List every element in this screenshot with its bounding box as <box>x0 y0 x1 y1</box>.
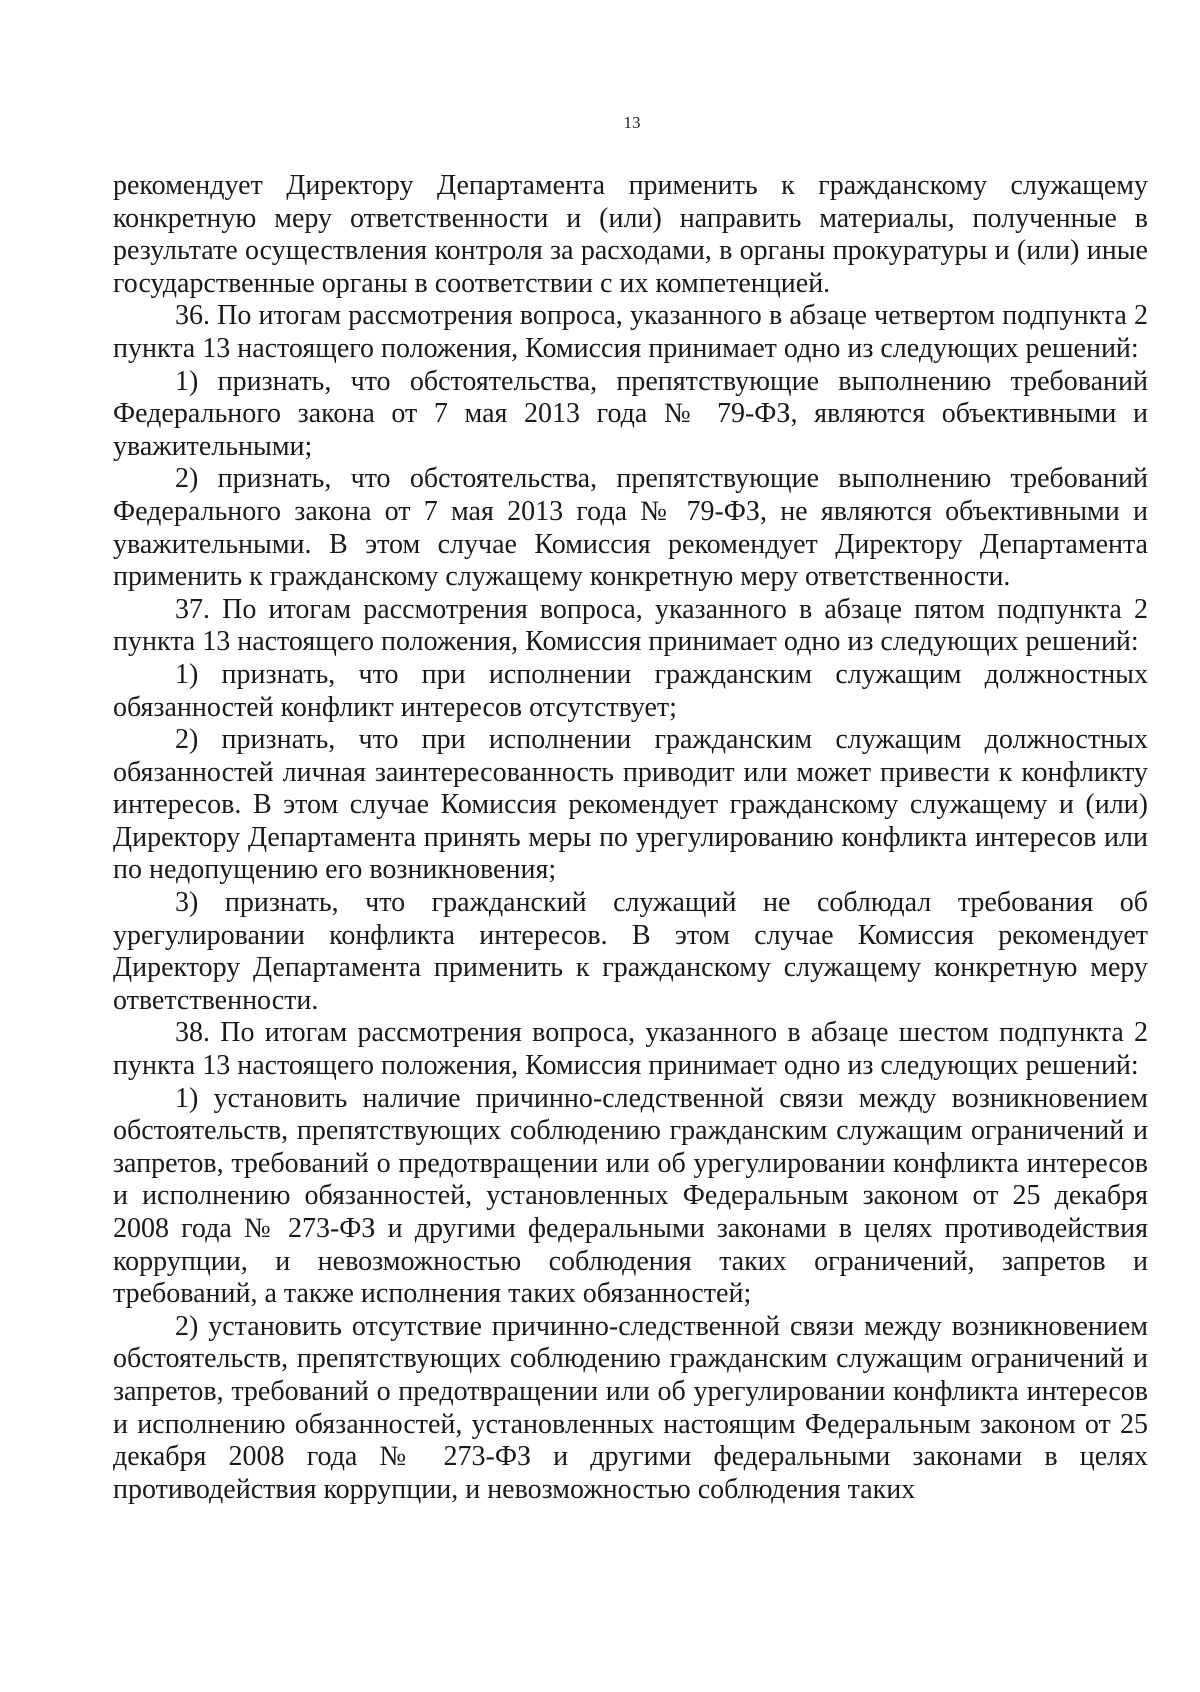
paragraph: 2) установить отсутствие причинно-следственной связи между возникновением обстоятельств, препятствующих соблюдению гражданским служащим ограничений и запретов, требований о предотвращении или об урегулировании конфликта интересов и исполнению обязанностей, установленных настоящим Федеральным законом от 25 декабря 2008 года № 273-ФЗ и другими федеральными законами в целях противодействия коррупции, и невозможностью соблюдения таких <box>113 1310 1148 1505</box>
body-text <box>113 170 1148 1506</box>
paragraph: 36. По итогам рассмотрения вопроса, указанного в абзаце четвертом подпункта 2 пункта 13 настоящего положения, Комиссия принимает одно из следующих решений: <box>113 300 1148 364</box>
paragraph: 2) признать, что обстоятельства, препятствующие выполнению требований Федерального закона от 7 мая 2013 года № 79-ФЗ, не являются объективными и уважительными. В этом случае Комиссия рекомендует Директору Департамента применить к гражданскому служащему конкретную меру ответственности. <box>113 463 1148 593</box>
paragraph: рекомендует Директору Департамента применить к гражданскому служащему конкретную меру ответственности и (или) направить материалы, полученные в результате осуществления контроля за расходами, в органы прокуратуры и (или) иные государственные органы в соответствии с их компетенцией. <box>113 170 1148 299</box>
paragraph: 1) признать, что обстоятельства, препятствующие выполнению требований Федерального закона от 7 мая 2013 года № 79-ФЗ, являются объективными и уважительными; <box>113 365 1148 462</box>
page-number: 13 <box>623 113 641 132</box>
paragraph: 37. По итогам рассмотрения вопроса, указанного в абзаце пятом подпункта 2 пункта 13 настоящего положения, Комиссия принимает одно из следующих решений: <box>113 593 1148 658</box>
paragraph: 1) признать, что при исполнении гражданским служащим должностных обязанностей конфликт интересов отсутствует; <box>113 658 1148 723</box>
paragraph: 3) признать, что гражданский служащий не соблюдал требования об урегулировании конфликта интересов. В этом случае Комиссия рекомендует Директору Департамента применить к гражданскому служащему конкретную меру ответственности. <box>113 887 1148 1016</box>
paragraph: 2) признать, что при исполнении гражданским служащим должностных обязанностей личная заинтересованность приводит или может привести к конфликту интересов. В этом случае Комиссия рекомендует гражданскому служащему и (или) Директору Департамента принять меры по урегулированию конфликта интересов или по недопущению его возникновения; <box>113 724 1148 886</box>
paragraph: 38. По итогам рассмотрения вопроса, указанного в абзаце шестом подпункта 2 пункта 13 настоящего положения, Комиссия принимает одно из следующих решений: <box>113 1017 1148 1082</box>
paragraph: 1) установить наличие причинно-следственной связи между возникновением обстоятельств, препятствующих соблюдению гражданским служащим ограничений и запретов, требований о предотвращении или об урегулировании конфликта интересов и исполнению обязанностей, установленных Федеральным законом от 25 декабря 2008 года № 273-ФЗ и другими федеральными законами в целях противодействия коррупции, и невозможностью соблюдения таких ограничений, запретов и требований, а также исполнения таких обязанностей; <box>113 1082 1148 1310</box>
